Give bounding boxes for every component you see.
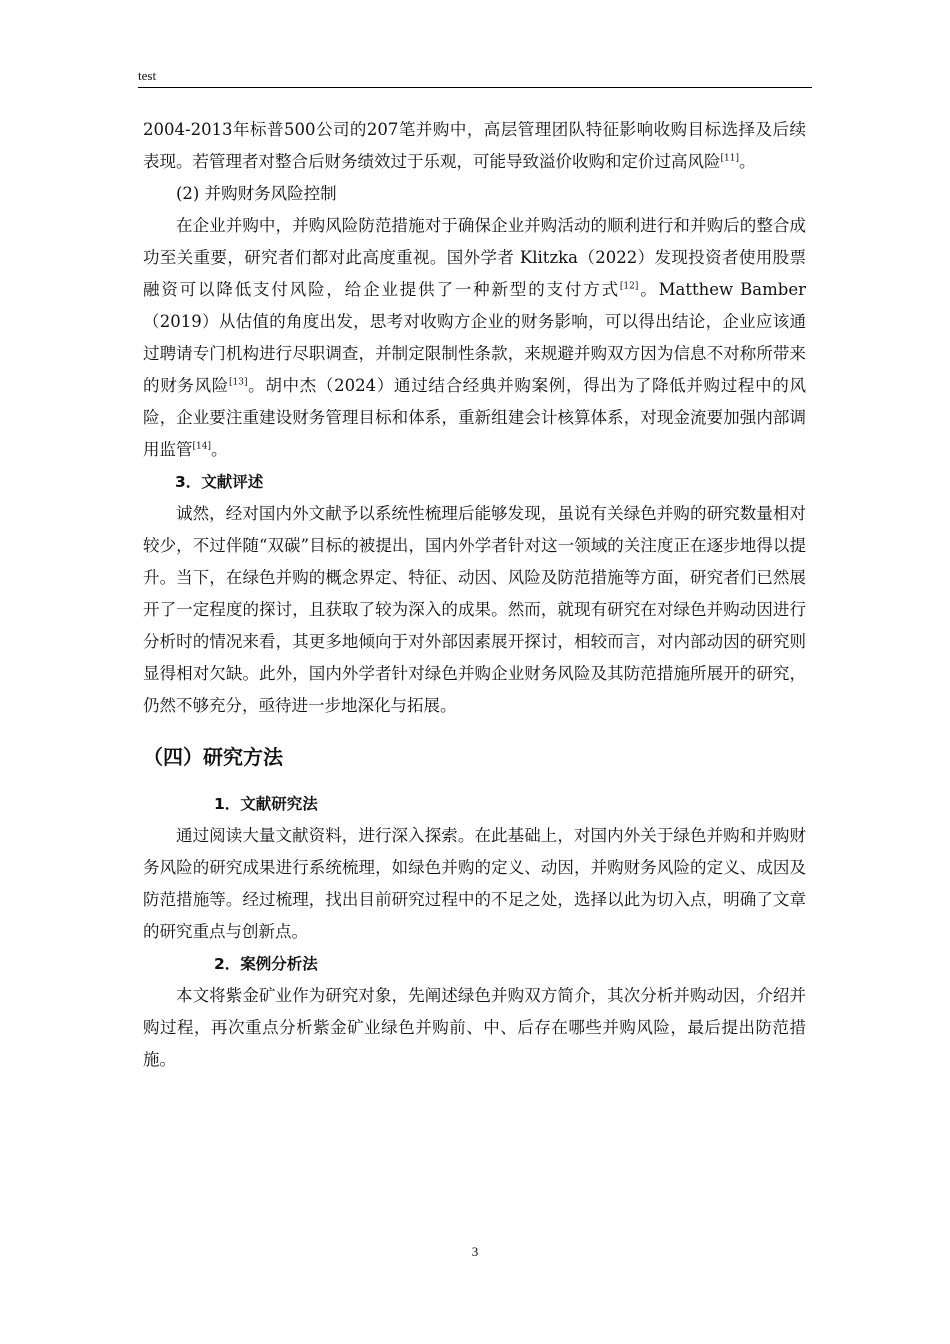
document-body bbox=[143, 114, 806, 1076]
page-header: test bbox=[138, 68, 812, 88]
paragraph-1-text: 2004-2013年标普500公司的207笔并购中，高层管理团队特征影响收购目标选择及后续表现。若管理者对整合后财务绩效过于乐观，可能导致溢价收购和定价过高风险 bbox=[143, 120, 806, 171]
paragraph-5: 本文将紫金矿业作为研究对象，先阐述绿色并购双方简介，其次分析并购动因，介绍并购过程，再次重点分析紫金矿业绿色并购前、中、后存在哪些并购风险，最后提出防范措施。 bbox=[143, 986, 806, 1069]
paragraph-1-tail: 。 bbox=[738, 152, 756, 171]
page-number: 3 bbox=[471, 1244, 479, 1259]
paragraph-2-part-b: 。Matthew Bamber（2019）从估值的角度出发，思考对收购方企业的财务影响，可以得出结论，企业应该通过聘请专门机构进行尽职调查，并制定限制性条款，来规避并购双方因为信息不对称所带来的财务风险 bbox=[143, 280, 807, 395]
paragraph-1 bbox=[143, 114, 806, 178]
citation-13: [13] bbox=[228, 377, 248, 388]
paragraph-2-part-d: 。 bbox=[210, 440, 228, 459]
subheading-financial-risk-control: (2) 并购财务风险控制 bbox=[176, 184, 337, 203]
paragraph-2-part-a: 在企业并购中，并购风险防范措施对于确保企业并购活动的顺利进行和并购后的整合成功至关重要，研究者们都对此高度重视。国外学者 Klitzka（2022）发现投资者使用股票融资可以降低支付风险，给企业提供了一种新型的支付方式 bbox=[143, 216, 806, 299]
paragraph-4: 通过阅读大量文献资料，进行深入探索。在此基础上，对国内外关于绿色并购和并购财务风险的研究成果进行系统梳理，如绿色并购的定义、动因，并购财务风险的定义、成因及防范措施等。经过梳理，找出目前研究过程中的不足之处，选择以此为切入点，明确了文章的研究重点与创新点。 bbox=[143, 826, 806, 941]
paragraph-2-part-c: 。胡中杰（2024）通过结合经典并购案例，得出为了降低并购过程中的风险，企业要注重建设财务管理目标和体系，重新组建会计核算体系，对现金流要加强内部调用监管 bbox=[143, 376, 807, 459]
paragraph-3: 诚然，经对国内外文献予以系统性梳理后能够发现，虽说有关绿色并购的研究数量相对较少，不过伴随“双碳”目标的被提出，国内外学者针对这一领域的关注度正在逐步地得以提升。当下，在绿色并购的概念界定、特征、动因、风险及防范措施等方面，研究者们已然展开了一定程度的探讨，且获取了较为深入的成果。然而，就现有研究在对绿色并购动因进行分析时的情况来看，其更多地倾向于对外部因素展开探讨，相较而言，对内部动因的研究则显得相对欠缺。此外，国内外学者针对绿色并购企业财务风险及其防范措施所展开的研究，仍然不够充分，亟待进一步地深化与拓展。 bbox=[143, 504, 806, 715]
paragraph-2 bbox=[143, 210, 806, 466]
citation-11: [11] bbox=[720, 153, 739, 164]
heading-literature-method: 1．文献研究法 bbox=[214, 795, 318, 813]
heading-literature-review: 3．文献评述 bbox=[175, 473, 264, 491]
heading-research-methods: （四）研究方法 bbox=[143, 745, 283, 769]
citation-14: [14] bbox=[192, 441, 211, 452]
heading-case-analysis: 2．案例分析法 bbox=[214, 955, 318, 973]
citation-12: [12] bbox=[619, 281, 639, 292]
